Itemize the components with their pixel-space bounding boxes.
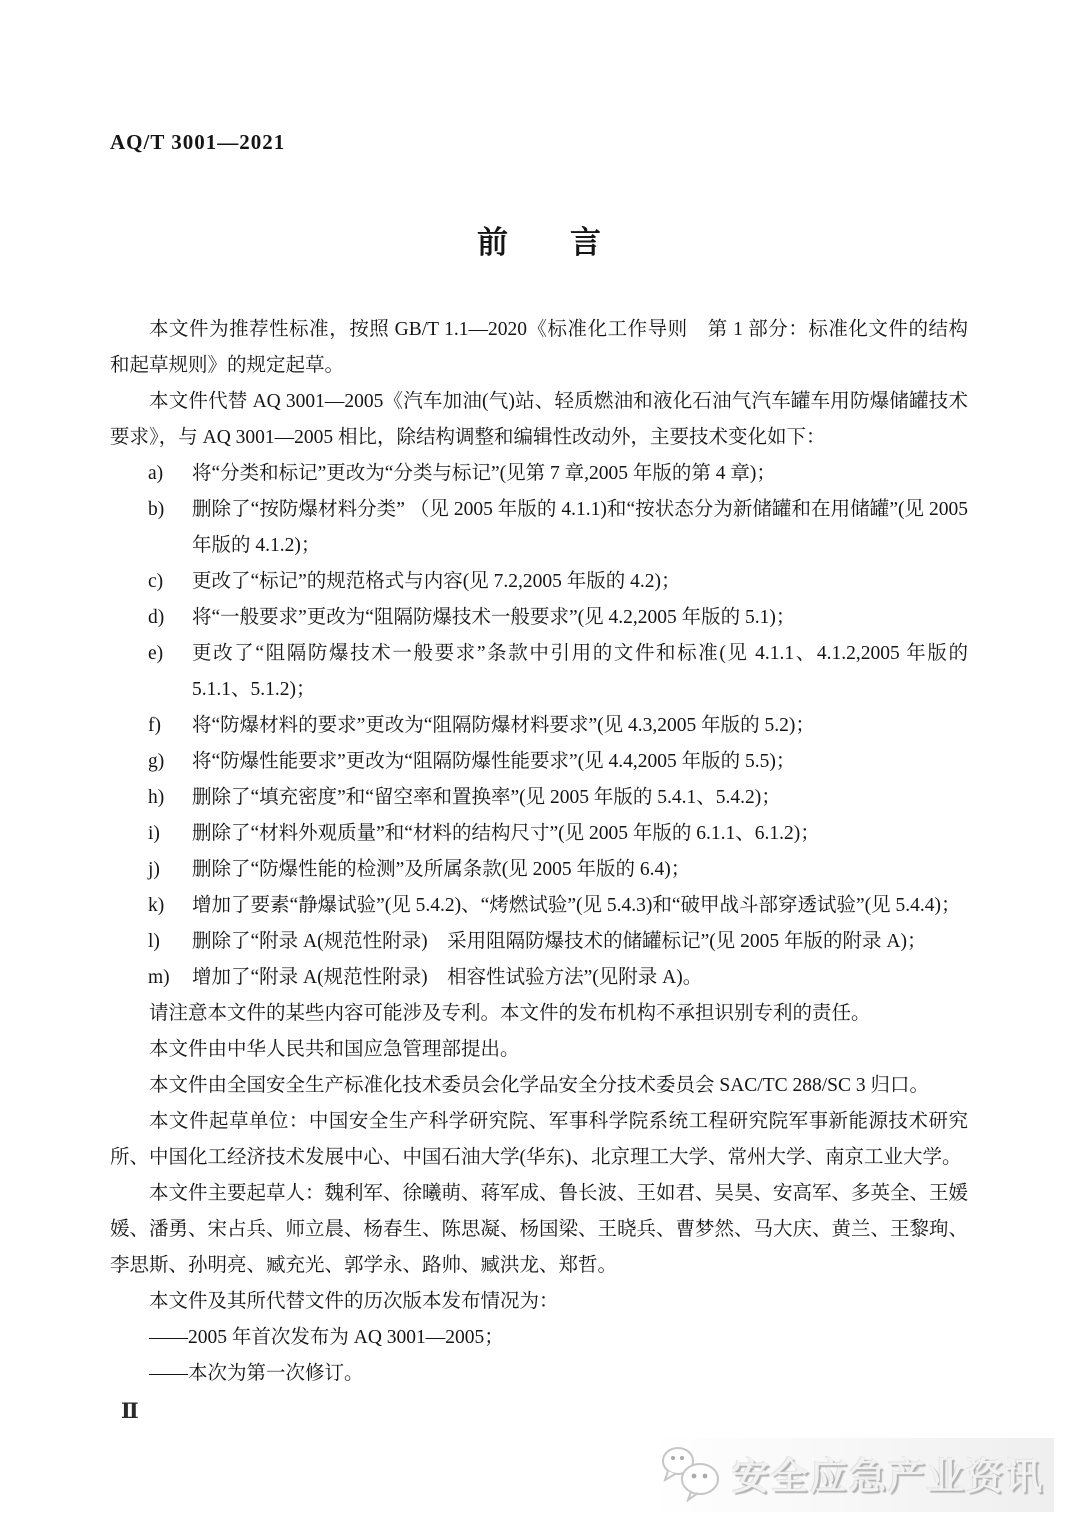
change-label: e) xyxy=(148,643,164,664)
change-text: 更改了“阻隔防爆技术一般要求”条款中引用的文件和标准(见 4.1.1、4.1.2,2005 年版的 5.1.1、5.1.2)； xyxy=(192,643,968,700)
change-item xyxy=(110,816,968,852)
note-paragraph: 本文件由中华人民共和国应急管理部提出。 xyxy=(149,1039,520,1060)
doc-number: AQ/T 3001—2021 xyxy=(110,130,286,154)
change-text: 删除了“按防爆材料分类” （见 2005 年版的 4.1.1)和“按状态分为新储罐和在用储罐”(见 2005 年版的 4.1.2)； xyxy=(192,499,968,556)
change-item xyxy=(110,780,968,816)
change-text: 将“防爆性能要求”更改为“阻隔防爆性能要求”(见 4.4,2005 年版的 5.5)； xyxy=(192,751,796,772)
change-text: 删除了“附录 A(规范性附录) 采用阻隔防爆技术的储罐标记”(见 2005 年版的附录 A)； xyxy=(192,931,927,952)
history-item: ——本次为第一次修订。 xyxy=(149,1363,364,1384)
intro-paragraph: 本文件为推荐性标准，按照 GB/T 1.1—2020《标准化工作导则 第 1 部分：标准化文件的结构和起草规则》的规定起草。 xyxy=(110,319,968,376)
change-label: f) xyxy=(148,715,161,736)
change-item xyxy=(110,924,968,960)
change-item xyxy=(110,564,968,600)
change-text: 删除了“填充密度”和“留空率和置换率”(见 2005 年版的 5.4.1、5.4.2)； xyxy=(192,787,781,808)
wechat-icon xyxy=(658,1444,724,1502)
history-item: ——2005 年首次发布为 AQ 3001—2005； xyxy=(149,1327,504,1348)
change-label: b) xyxy=(148,499,165,520)
note-paragraph: 本文件及其所代替文件的历次版本发布情况为： xyxy=(149,1291,559,1312)
change-label: m) xyxy=(148,967,170,988)
watermark-banner xyxy=(652,1438,1054,1512)
change-item xyxy=(110,636,968,708)
change-text: 更改了“标记”的规范格式与内容(见 7.2,2005 年版的 4.2)； xyxy=(192,571,681,592)
change-label: i) xyxy=(148,823,160,844)
change-label: d) xyxy=(148,607,165,628)
watermark-label: 安全应急产业资讯 xyxy=(732,1456,1044,1497)
change-item xyxy=(110,492,968,564)
change-item xyxy=(110,744,968,780)
change-text: 将“分类和标记”更改为“分类与标记”(见第 7 章,2005 年版的第 4 章)； xyxy=(192,463,776,484)
change-label: a) xyxy=(148,463,164,484)
page-number: Ⅱ xyxy=(121,1399,139,1423)
change-text: 删除了“材料外观质量”和“材料的结构尺寸”(见 2005 年版的 6.1.1、6.1.2)； xyxy=(192,823,820,844)
change-label: k) xyxy=(148,895,165,916)
note-paragraph: 本文件起草单位：中国安全生产科学研究院、军事科学院系统工程研究院军事新能源技术研究所、中国化工经济技术发展中心、中国石油大学(华东)、北京理工大学、常州大学、南京工业大学。 xyxy=(110,1111,968,1168)
change-item xyxy=(110,960,968,996)
change-text: 增加了“附录 A(规范性附录) 相容性试验方法”(见附录 A)。 xyxy=(192,967,703,988)
change-text: 删除了“防爆性能的检测”及所属条款(见 2005 年版的 6.4)； xyxy=(192,859,691,880)
change-item xyxy=(110,600,968,636)
note-paragraph: 本文件由全国安全生产标准化技术委员会化学品安全分技术委员会 SAC/TC 288/SC 3 归口。 xyxy=(149,1075,930,1096)
change-label: g) xyxy=(148,751,165,772)
change-item xyxy=(110,888,968,924)
change-text: 将“防爆材料的要求”更改为“阻隔防爆材料要求”(见 4.3,2005 年版的 5.2)； xyxy=(192,715,815,736)
change-item xyxy=(110,708,968,744)
note-paragraph: 本文件主要起草人：魏利军、徐曦萌、蒋军成、鲁长波、王如君、吴昊、安高军、多英全、王媛媛、潘勇、宋占兵、师立晨、杨春生、陈思凝、杨国梁、王晓兵、曹梦然、马大庆、黄兰、王黎珣、李思斯、孙明亮、臧充光、郭学永、路帅、臧洪龙、郑哲。 xyxy=(110,1183,969,1276)
change-item xyxy=(110,852,968,888)
change-label: j) xyxy=(148,859,160,880)
changes-list xyxy=(110,456,968,996)
change-label: h) xyxy=(148,787,165,808)
intro-paragraph: 本文件代替 AQ 3001—2005《汽车加油(气)站、轻质燃油和液化石油气汽车罐车用防爆储罐技术要求》，与 AQ 3001—2005 相比，除结构调整和编辑性改动外，主要技术变化如下： xyxy=(110,391,968,448)
change-item xyxy=(110,456,968,492)
change-label: l) xyxy=(148,931,160,952)
change-text: 将“一般要求”更改为“阻隔防爆技术一般要求”(见 4.2,2005 年版的 5.1)； xyxy=(192,607,796,628)
change-text: 增加了要素“静爆试验”(见 5.4.2)、“烤燃试验”(见 5.4.3)和“破甲战斗部穿透试验”(见 5.4.4)； xyxy=(192,895,961,916)
change-label: c) xyxy=(148,571,164,592)
page-title: 前 言 xyxy=(477,225,601,260)
foreword-section xyxy=(110,0,968,1392)
note-paragraph: 请注意本文件的某些内容可能涉及专利。本文件的发布机构不承担识别专利的责任。 xyxy=(149,1003,871,1024)
